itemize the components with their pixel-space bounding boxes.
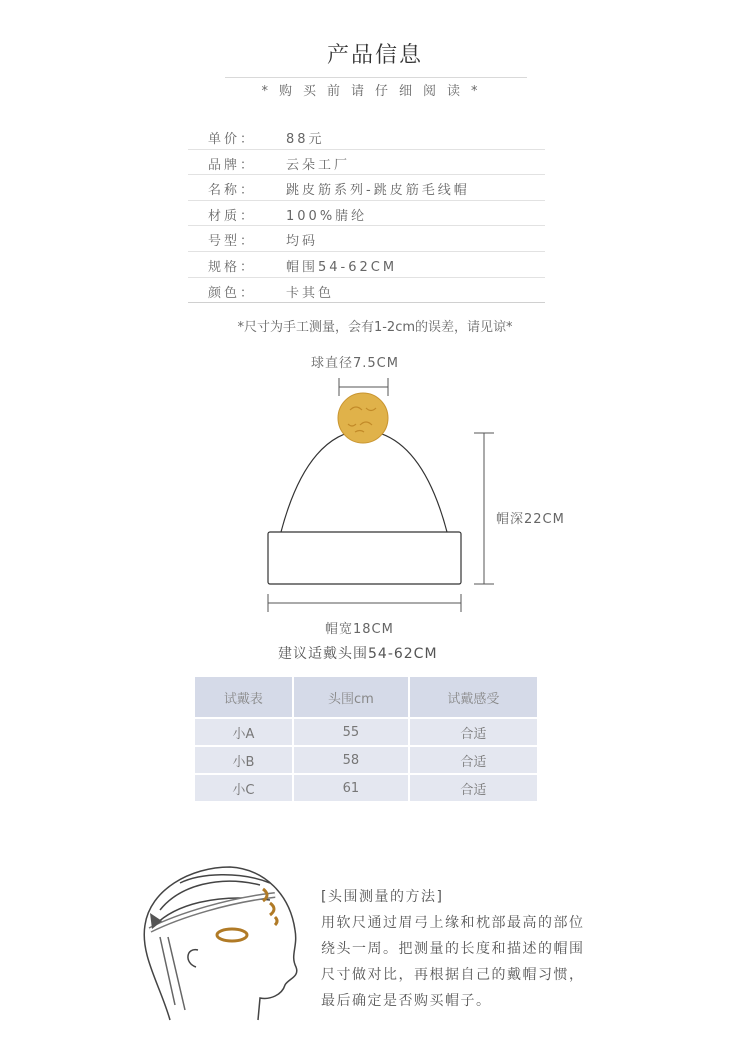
table-cell: 55 — [293, 718, 409, 746]
width-dimension-line — [268, 594, 461, 612]
method-line: 最后确定是否购买帽子。 — [321, 993, 492, 1009]
method-line: 用软尺通过眉弓上缘和枕部最高的部位 — [321, 915, 585, 931]
fit-table — [195, 677, 537, 801]
info-value: 88元 — [286, 132, 325, 147]
method-line: 绕头一周。把测量的长度和描述的帽围 — [321, 941, 585, 957]
info-value: 均码 — [286, 234, 319, 250]
info-value: 帽围54-62CM — [286, 259, 398, 275]
hat-brim — [268, 532, 461, 584]
table-cell: 合适 — [409, 774, 537, 801]
page-title: 产品信息 — [326, 43, 423, 68]
pompom-icon — [338, 393, 388, 443]
suggested-size-label: 建议适戴头围54-62CM — [278, 646, 438, 662]
hat-depth-label: 帽深22CM — [496, 512, 565, 527]
info-value: 云朵工厂 — [286, 157, 351, 173]
table-row — [195, 718, 537, 746]
info-label: 材质： — [208, 208, 257, 224]
page-subtitle: *购买前请仔细阅读* — [261, 84, 489, 99]
method-line: 尺寸做对比，再根据自己的戴帽习惯， — [321, 967, 585, 983]
eyebrow-marker — [217, 929, 247, 941]
table-cell: 58 — [293, 746, 409, 774]
hat-crown — [281, 430, 447, 532]
table-row — [195, 774, 537, 801]
table-row — [195, 746, 537, 774]
table-cell: 小C — [195, 774, 293, 801]
info-label: 规格： — [208, 259, 257, 275]
ball-diameter-label: 球直径7.5CM — [311, 356, 399, 371]
table-cell: 合适 — [409, 746, 537, 774]
info-value: 卡其色 — [286, 285, 335, 301]
fit-table-header — [195, 677, 537, 718]
measure-method — [321, 884, 585, 1014]
table-cell: 小A — [195, 718, 293, 746]
info-label: 名称： — [208, 183, 257, 199]
info-value: 跳皮筋系列-跳皮筋毛线帽 — [286, 183, 470, 199]
info-label: 颜色： — [208, 285, 257, 301]
column-header: 头围cm — [293, 677, 409, 718]
hat-width-label: 帽宽18CM — [325, 622, 394, 637]
measurement-note: *尺寸为手工测量，会有1-2cm的误差，请见谅* — [237, 320, 513, 335]
info-value: 100%腈纶 — [286, 208, 368, 224]
table-cell: 合适 — [409, 718, 537, 746]
info-label: 品牌： — [208, 157, 257, 173]
head-measure-illustration — [120, 855, 320, 1030]
depth-dimension-line — [474, 433, 494, 584]
table-cell: 61 — [293, 774, 409, 801]
info-label: 号型： — [208, 234, 257, 250]
table-cell: 小B — [195, 746, 293, 774]
method-title: [头围测量的方法] — [321, 889, 444, 905]
info-label: 单价： — [208, 132, 257, 147]
column-header: 试戴表 — [195, 677, 293, 718]
column-header: 试戴感受 — [409, 677, 537, 718]
